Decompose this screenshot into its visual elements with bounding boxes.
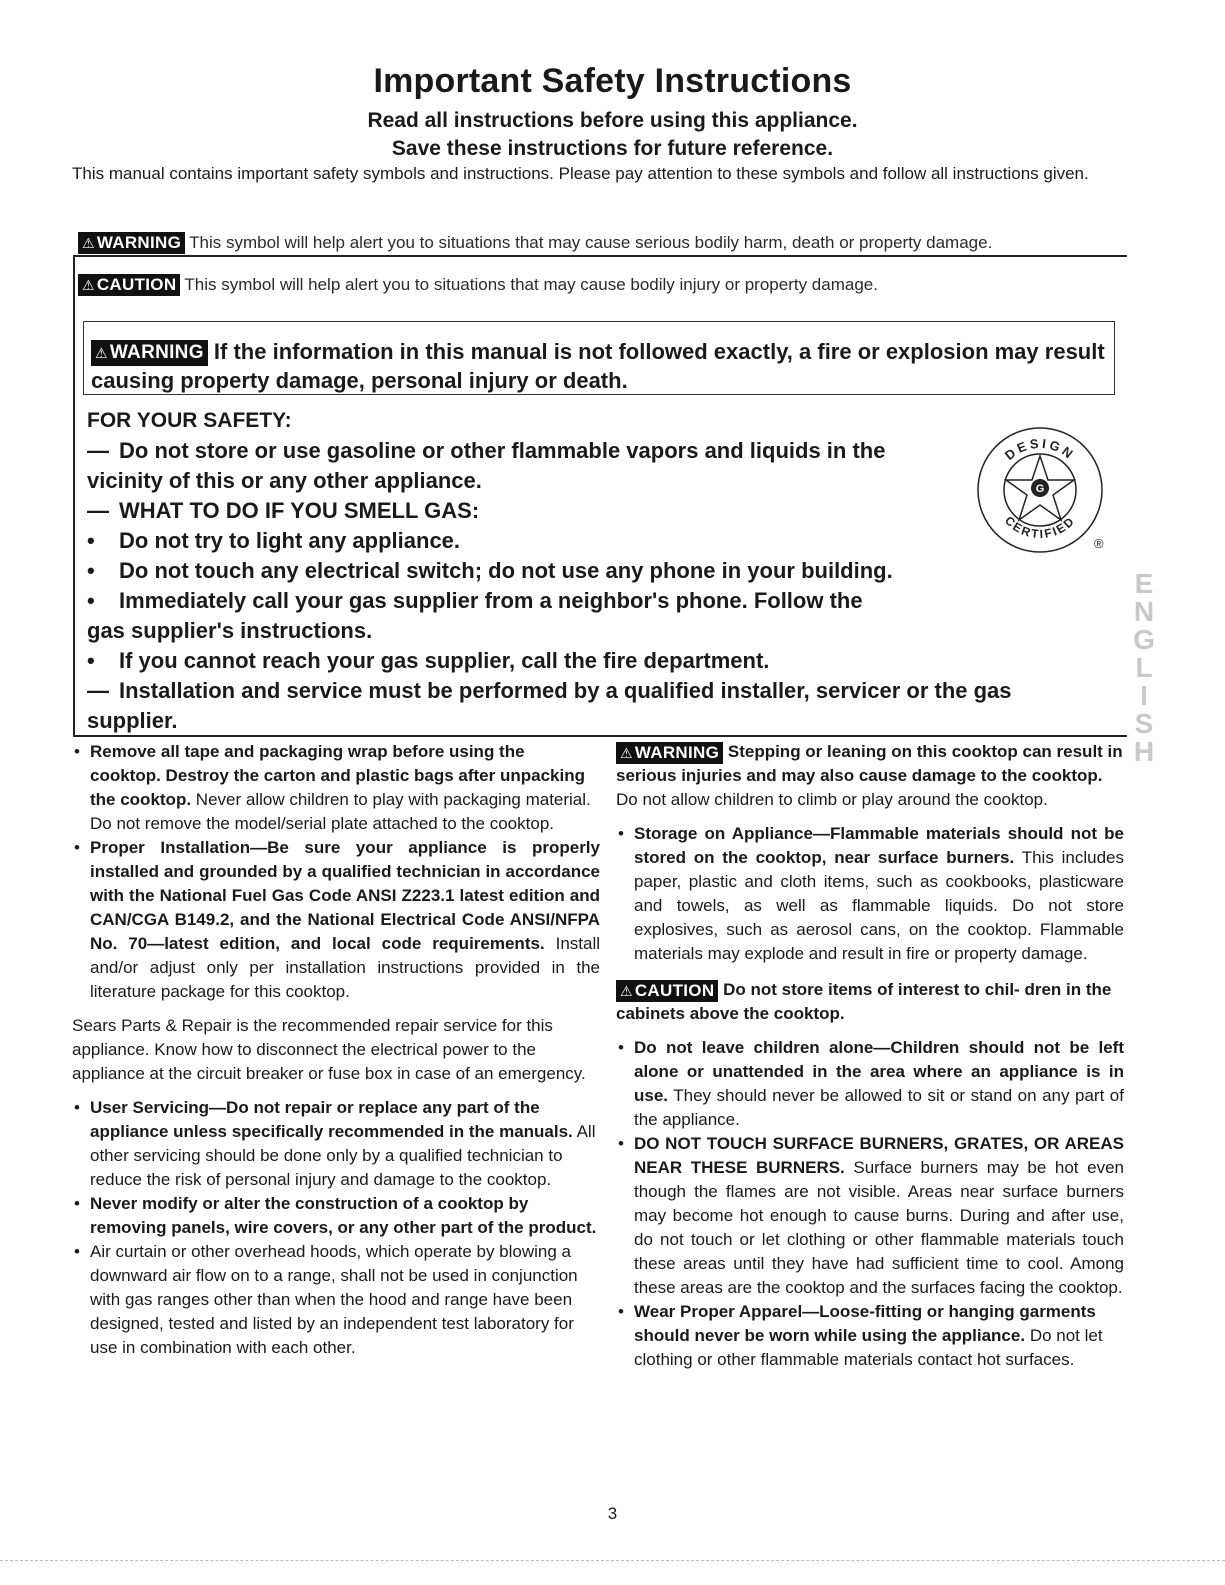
dash-marker: —	[87, 498, 109, 523]
alert-triangle-icon: ⚠	[620, 982, 633, 999]
warning-symbol-text: This symbol will help alert you to situations that may cause serious bodily harm, death or property damage.	[189, 232, 993, 252]
safety-item: — Do not store or use gasoline or other flammable vapors and liquids in the	[87, 436, 1127, 466]
for-your-safety-title: FOR YOUR SAFETY:	[87, 409, 292, 432]
safety-item: — WHAT TO DO IF YOU SMELL GAS:	[87, 496, 1127, 526]
alert-triangle-icon: ⚠	[95, 345, 108, 362]
list-item: • Never modify or alter the construction of a cooktop by removing panels, wire covers, or any other part of the product.	[72, 1192, 600, 1240]
footer-divider	[0, 1560, 1225, 1561]
alert-triangle-icon: ⚠	[82, 276, 95, 293]
safety-item-cont: supplier.	[87, 708, 178, 733]
bullet-marker: •	[87, 558, 95, 583]
list-item: • DO NOT TOUCH SURFACE BURNERS, GRATES, OR AREAS NEAR THESE BURNERS. Surface burners may be hot even though the flames are not visible. Areas near surface burners may become hot enough to cause burns. During and after use, do not touch or let clothing or other flammable materials touch these areas until they have had sufficient time to cool. Among these areas are the cooktop and the surfaces facing the cooktop.	[616, 1132, 1124, 1300]
warning-symbol-row	[78, 230, 1128, 255]
paragraph: ⚠ WARNING Stepping or leaning on this cooktop can result in serious injuries and may also cause damage to the cooktop. Do not allow children to climb or play around the cooktop.	[616, 742, 1123, 809]
warning-badge: ⚠ WARNING	[91, 340, 208, 366]
list-item: • Storage on Appliance—Flammable materials should not be stored on the cooktop, near surface burners. This includes paper, plastic and cloth items, such as cookbooks, plasticware and towels, as well as flammable liquids. Do not store explosives, such as aerosol cans, on the cooktop. Flammable materials may explode and result in fire or property damage.	[616, 822, 1124, 966]
bullet-marker: •	[87, 528, 95, 553]
safety-item: • Do not touch any electrical switch; do not use any phone in your building.	[87, 556, 1127, 586]
language-tab-english: E N G L I S H	[1133, 568, 1155, 767]
page-number: 3	[607, 1504, 618, 1523]
page-title: Important Safety Instructions	[373, 62, 852, 100]
boxed-warning-heading	[91, 337, 1111, 395]
dash-marker: —	[87, 438, 109, 463]
list-item: • Proper Installation—Be sure your appliance is properly installed and grounded by a qualified technician in accordance with the National Fuel Gas Code ANSI Z223.1 latest edition and CAN/CGA B149.2, and the National Electrical Code ANSI/NFPA No. 70—latest edition, and local code requirements. Install and/or adjust only per installation instructions provided in the literature package for this cooktop.	[72, 836, 600, 1004]
svg-text:DESIGN: DESIGN	[1001, 435, 1079, 464]
alert-triangle-icon: ⚠	[620, 744, 633, 761]
bullet-marker: •	[87, 648, 95, 673]
safety-item: — Installation and service must be performed by a qualified installer, servicer or the gas	[87, 676, 1127, 706]
bullet-marker: •	[87, 588, 95, 613]
dash-marker: —	[87, 678, 109, 703]
svg-text:CERTIFIED: CERTIFIED	[1002, 513, 1078, 542]
boxed-warning-text: If the information in this manual is not followed exactly, a fire or explosion may result causing property damage, personal injury or death.	[91, 339, 1105, 394]
safety-item: • If you cannot reach your gas supplier, call the fire department.	[87, 646, 1127, 676]
intro-paragraph: This manual contains important safety symbols and instructions. Please pay attention to these symbols and follow all instructions given.	[72, 164, 1089, 183]
caution-symbol-text: This symbol will help alert you to situations that may cause bodily injury or property damage.	[184, 274, 878, 294]
right-column	[616, 740, 1124, 1372]
warning-badge: ⚠ WARNING	[78, 232, 185, 254]
list-item: • Do not leave children alone—Children should not be left alone or unattended in the area where an appliance is in use. They should never be allowed to sit or stand on any part of the appliance.	[616, 1036, 1124, 1132]
left-column	[72, 740, 600, 1360]
safety-item: • Do not try to light any appliance.	[87, 526, 1127, 556]
svg-text:®: ®	[1094, 536, 1104, 551]
list-item: • Wear Proper Apparel—Loose-fitting or hanging garments should never be worn while using the appliance. Do not let clothing or other flammable materials contact hot surfaces.	[616, 1300, 1124, 1372]
alert-triangle-icon: ⚠	[82, 234, 95, 251]
paragraph: ⚠ CAUTION Do not store items of interest to chil- dren in the cabinets above the cooktop.	[616, 980, 1112, 1023]
list-item: • Remove all tape and packaging wrap before using the cooktop. Destroy the carton and plastic bags after unpacking the cooktop. Never allow children to play with packaging material. Do not remove the model/serial plate attached to the cooktop.	[72, 740, 600, 836]
subtitle-save: Save these instructions for future reference.	[391, 137, 834, 160]
caution-badge: ⚠ CAUTION	[78, 274, 180, 296]
safety-item-cont: vicinity of this or any other appliance.	[87, 468, 482, 493]
subtitle-read: Read all instructions before using this appliance.	[367, 109, 858, 132]
warning-badge: ⚠ WARNING	[616, 742, 723, 764]
svg-text:G: G	[1035, 483, 1045, 495]
design-certified-seal-icon	[970, 420, 1110, 560]
safety-item: • Immediately call your gas supplier from a neighbor's phone. Follow the	[87, 586, 1127, 616]
caution-badge: ⚠ CAUTION	[616, 980, 718, 1002]
paragraph: Sears Parts & Repair is the recommended repair service for this appliance. Know how to disconnect the electrical power to the appliance at the circuit breaker or fuse box in case of an emergency.	[72, 1016, 586, 1083]
list-item: • User Servicing—Do not repair or replace any part of the appliance unless specifically recommended in the manuals. All other servicing should be done only by a qualified technician to reduce the risk of personal injury and damage to the cooktop.	[72, 1096, 600, 1192]
list-item: • Air curtain or other overhead hoods, which operate by blowing a downward air flow on to a range, shall not be used in conjunction with gas ranges other than when the hood and range have been designed, tested and listed by an independent test laboratory for use in combination with each other.	[72, 1240, 600, 1360]
safety-item-cont: gas supplier's instructions.	[87, 618, 373, 643]
